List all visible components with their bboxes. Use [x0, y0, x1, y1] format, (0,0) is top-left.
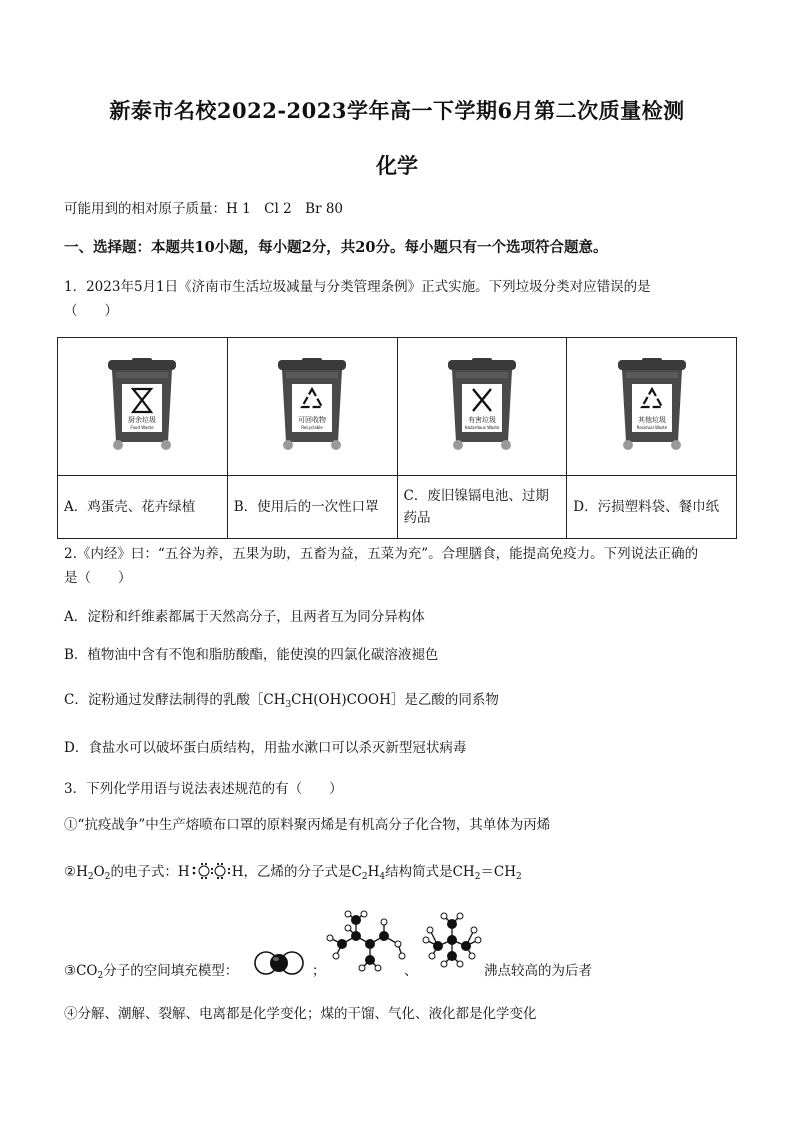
- bin-label-en: Hazardous Waste: [464, 424, 500, 430]
- subscript: 2: [87, 872, 94, 882]
- bin-label-cn: 厨余垃圾: [128, 415, 157, 424]
- subscript: 4: [379, 872, 386, 882]
- bin-label-cn: 可回收物: [298, 415, 327, 424]
- text: O: [93, 864, 105, 880]
- q3-s3-separator-1: ；: [312, 963, 326, 979]
- text: 结构简式是CH: [385, 864, 475, 880]
- trash-bin-recyclable-icon: [272, 358, 352, 452]
- bin-cell-recyclable: [227, 338, 397, 476]
- q3-statement-2: [64, 861, 522, 882]
- text: ③CO: [64, 963, 98, 979]
- q2-option-d: D．食盐水可以破坏蛋白质结构，用盐水漱口可以杀灭新型冠状病毒: [64, 740, 467, 756]
- subscript: 2: [97, 971, 104, 981]
- bin-label-en: Food Waste: [130, 424, 154, 430]
- q3-stem: 3．下列化学用语与说法表述规范的有（ ）: [64, 781, 343, 797]
- bin-cell-food: [58, 338, 228, 476]
- trash-bin-food-icon: [102, 358, 182, 452]
- q2-option-c-text: C．淀粉通过发酵法制得的乳酸［CH: [64, 692, 286, 708]
- trash-bin-hazardous-icon: [442, 358, 522, 452]
- q1-stem-paren: （ ）: [64, 303, 118, 319]
- q3-statement-4: ④分解、潮解、裂解、电离都是化学变化；煤的干馏、气化、液化都是化学变化: [64, 1006, 537, 1022]
- subscript: 3: [285, 700, 292, 710]
- q2-stem: 2.《内经》曰：“五谷为养，五果为助，五畜为益，五菜为充”。合理膳食，能提高免疫力。下列说法正确的: [64, 546, 699, 562]
- trash-bin-residual-icon: [612, 358, 692, 452]
- text: H，乙烯的分子式是C: [231, 864, 362, 880]
- bin-label-en: Residual Waste: [636, 424, 667, 430]
- q2-option-c-text-tail: CH(OH)COOH］是乙酸的同系物: [291, 692, 499, 708]
- exam-title: 新泰市名校2022-2023学年高一下学期6月第二次质量检测: [109, 98, 685, 123]
- q3-s3-separator-2: 、: [404, 963, 418, 979]
- ball-stick-molecule-2-icon: [420, 912, 484, 968]
- q1-option-a: A．鸡蛋壳、花卉绿植: [58, 476, 228, 539]
- bin-cell-residual: [567, 338, 737, 476]
- subscript: 2: [104, 872, 111, 882]
- q2-option-b: B．植物油中含有不饱和脂肪酸酯，能使溴的四氯化碳溶液褪色: [64, 647, 439, 663]
- ball-stick-molecule-1-icon: [326, 910, 406, 972]
- section-heading: 一、选择题：本题共10小题，每小题2分，共20分。每小题只有一个选项符合题意。: [64, 239, 608, 256]
- atomic-masses-note: 可能用到的相对原子质量：H 1 Cl 2 Br 80: [64, 201, 344, 217]
- q2-option-a: A．淀粉和纤维素都属于天然高分子，且两者互为同分异构体: [64, 609, 425, 625]
- bin-cell-hazardous: [397, 338, 567, 476]
- co2-space-filling-model-icon: [252, 949, 308, 977]
- electron-dot-structure-icon: [190, 861, 232, 881]
- bin-label-cn: 其他垃圾: [637, 415, 666, 424]
- text: H: [367, 864, 380, 880]
- q1-option-c: C．废旧镍镉电池、过期药品: [397, 476, 567, 539]
- q1-option-d: D．污损塑料袋、餐巾纸: [567, 476, 737, 539]
- bin-label-cn: 有害垃圾: [467, 415, 496, 424]
- subscript: 2: [474, 872, 481, 882]
- text: 的电子式：H: [110, 864, 190, 880]
- q1-stem: 1．2023年5月1日《济南市生活垃圾减量与分类管理条例》正式实施。下列垃圾分类对应错误的是: [64, 279, 651, 295]
- bin-label-en: Recyclable: [301, 424, 323, 430]
- subscript: 2: [361, 872, 368, 882]
- q3-s3-tail: 沸点较高的为后者: [484, 963, 592, 979]
- text: 分子的空间填充模型：: [103, 963, 239, 979]
- q1-bins-table: [57, 337, 737, 539]
- q3-statement-1: ①“抗疫战争”中生产熔喷布口罩的原料聚丙烯是有机高分子化合物，其单体为丙烯: [64, 817, 551, 833]
- q2-stem-paren: 是（ ）: [64, 570, 132, 586]
- text: ②H: [64, 864, 88, 880]
- q1-option-b: B．使用后的一次性口罩: [227, 476, 397, 539]
- q2-option-c: [64, 690, 499, 710]
- subject-title: 化学: [376, 153, 418, 178]
- text: ＝CH: [480, 864, 517, 880]
- q3-statement-3-prefix: [64, 961, 238, 981]
- subscript: 2: [516, 872, 522, 882]
